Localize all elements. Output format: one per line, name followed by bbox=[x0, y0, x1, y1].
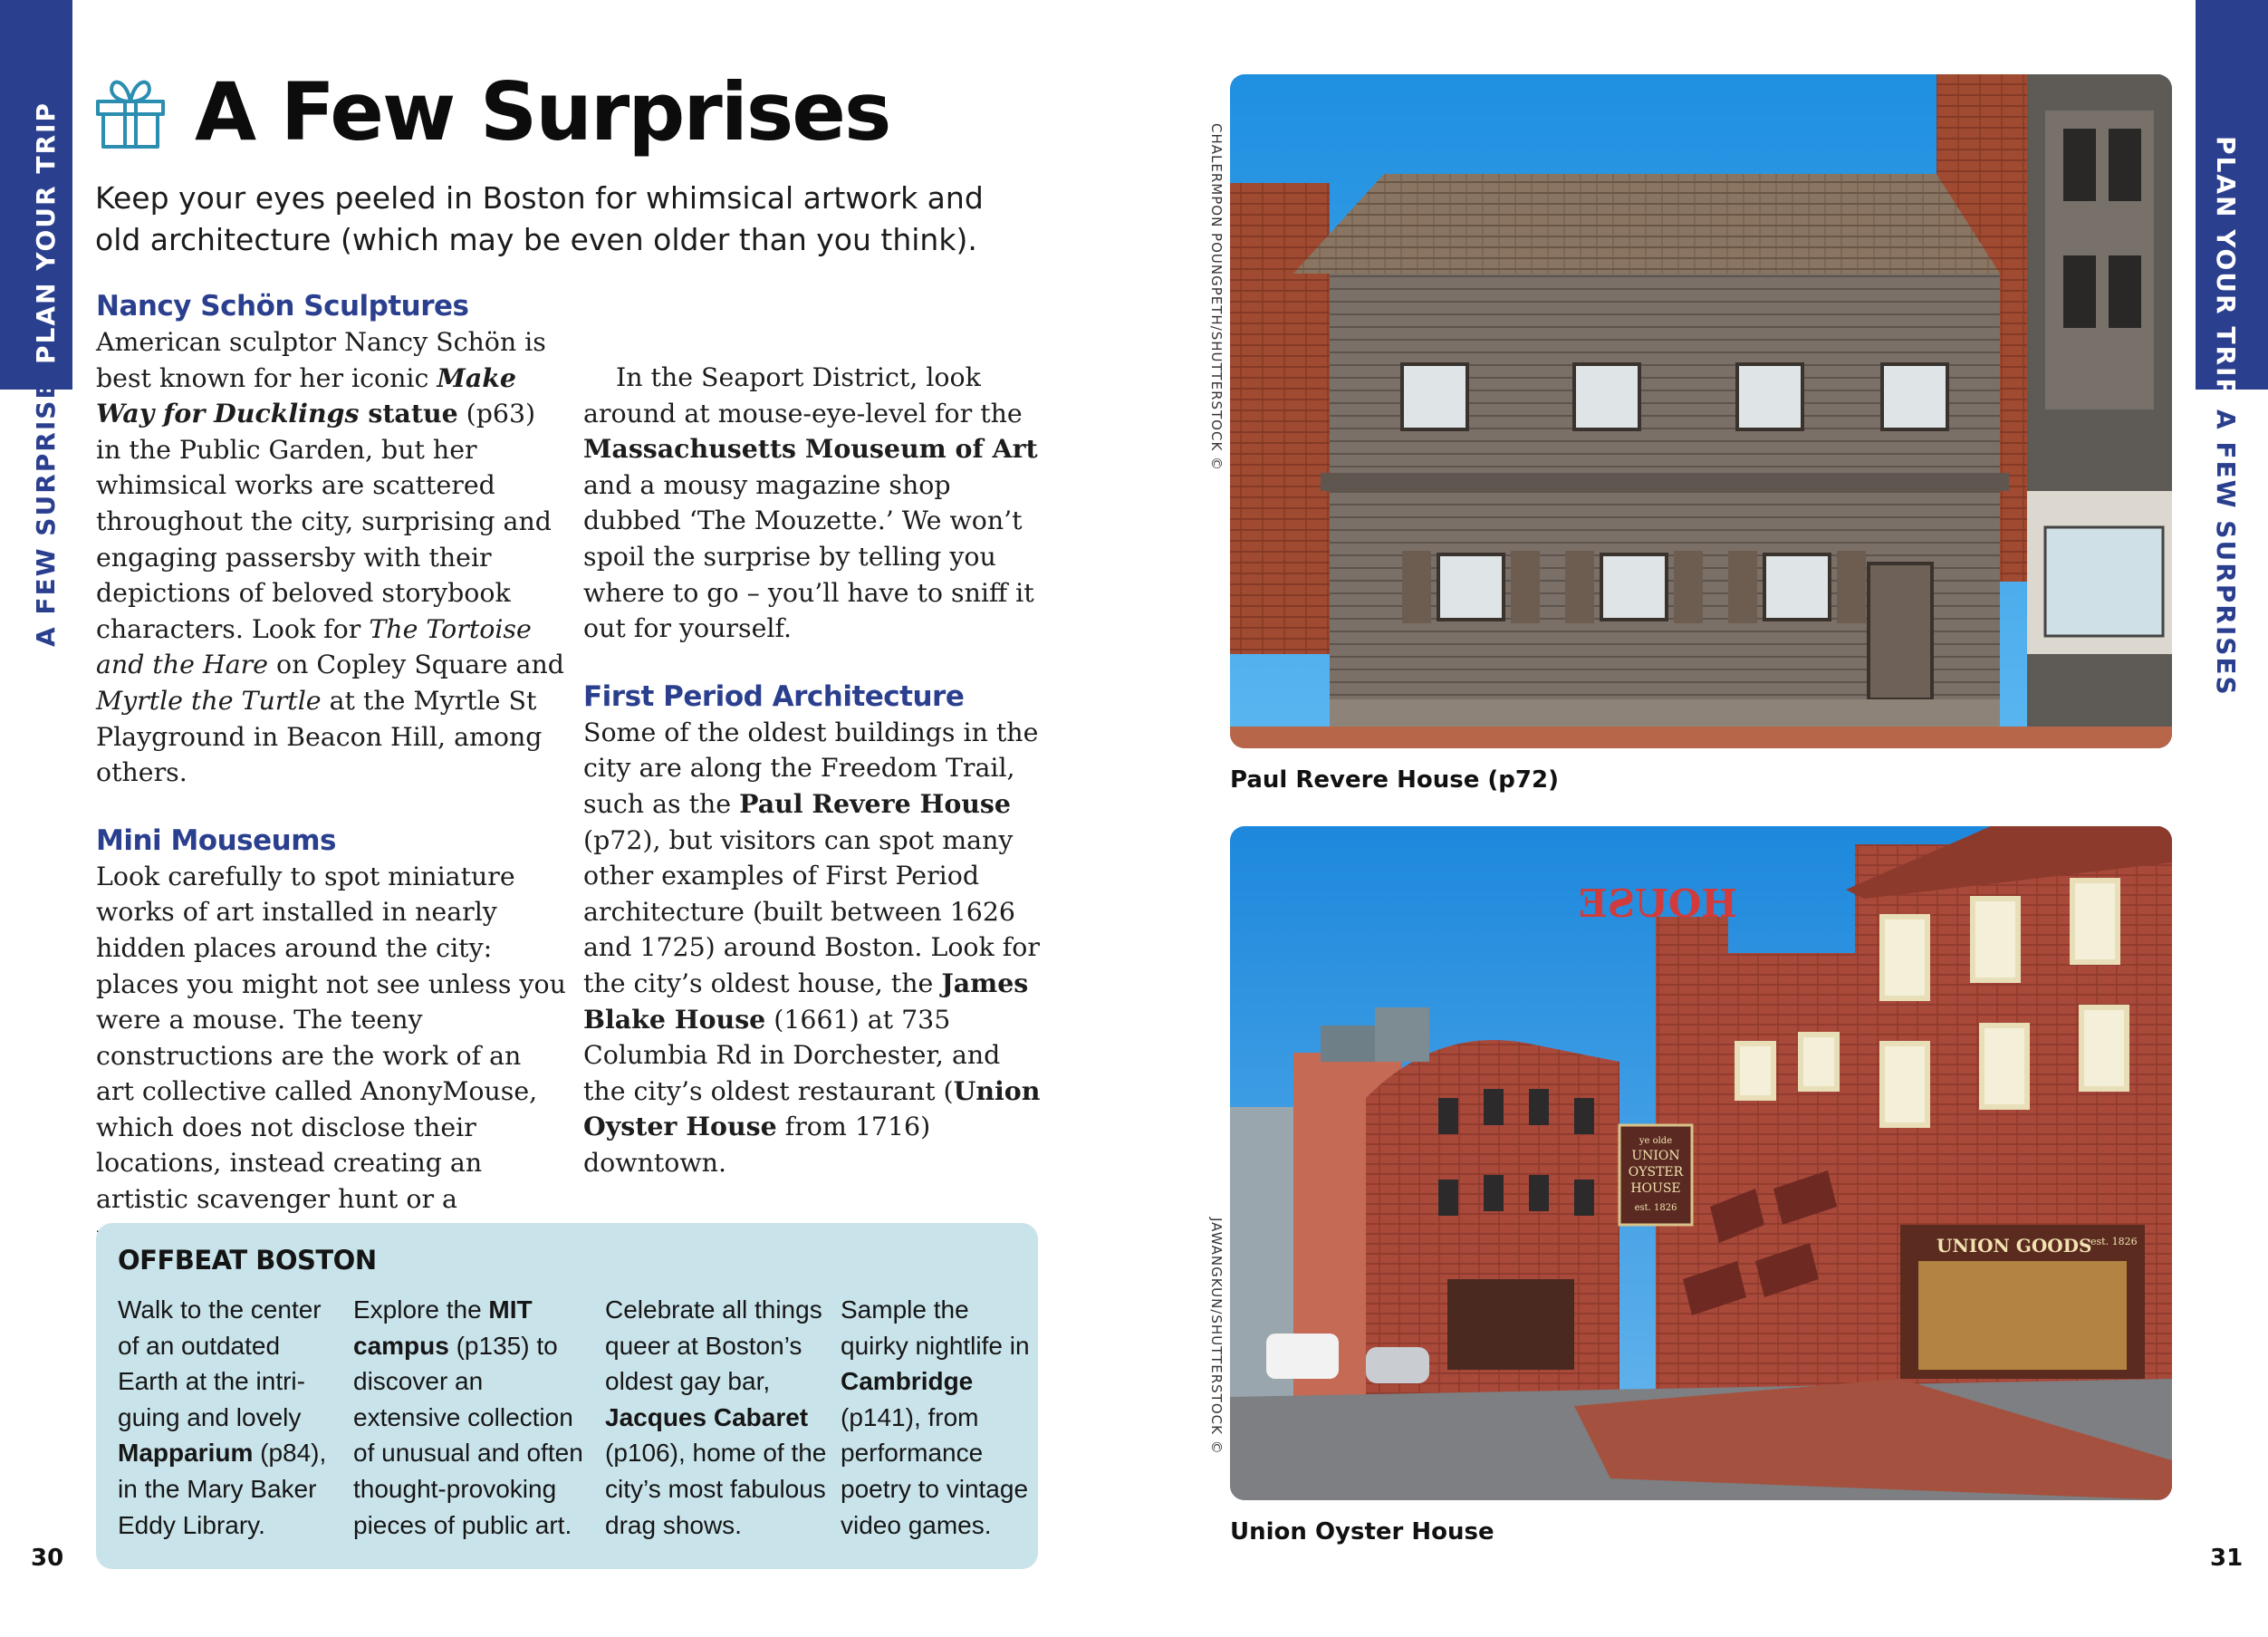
offbeat-boston-box bbox=[96, 1223, 1038, 1569]
union-goods-sign: UNION GOODS bbox=[1936, 1235, 2092, 1257]
paragraph-nancy-schon: American sculptor Nancy Schön is best known for her iconic Make Way for Ducklings statue (p63) in the Public Garden, but her whimsical works are scattered throughout the city, surprising and engaging passersby with their depictions of beloved storybook characters. Look for The Tortoise and the Hare on Copley Square and Myrtle the Turtle at the Myrtle St Playground in Beacon Hill, among others. bbox=[96, 327, 564, 788]
page-title: A Few Surprises bbox=[195, 65, 890, 159]
heading-nancy-schon: Nancy Schön Sculptures bbox=[96, 290, 469, 323]
heading-mini-mouseums: Mini Mouseums bbox=[96, 823, 336, 857]
paragraph-seaport: In the Seaport District, look around at mouse-eye-level for the Massachusetts Mouseum of Art and a mousy magazine shop dubbed ‘The Mouzette.’ We won’t spoil the surprise by telling you where to go – you’ll have to sniff it out for yourself. bbox=[583, 362, 1038, 644]
offbeat-item-cambridge: Sample the quirky nightlife in Cambridge (p141), from performance poetry to vintage video games. bbox=[841, 1295, 1030, 1539]
photo-caption-bottom: Union Oyster House bbox=[1230, 1518, 1494, 1546]
left-chapter-label: A FEW SURPRISES bbox=[31, 360, 61, 647]
photo-credit-bottom: JAWANGKUN/SHUTTERSTOCK © bbox=[1208, 1218, 1225, 1455]
intro-paragraph: Keep your eyes peeled in Boston for whimsical artwork and old architecture (which may be even older than you think). bbox=[95, 180, 984, 257]
heading-first-period: First Period Architecture bbox=[583, 679, 965, 713]
page-number-right: 31 bbox=[2210, 1545, 2244, 1572]
photo-paul-revere-house bbox=[1230, 74, 2172, 748]
oyster-sign-line3: OYSTER bbox=[1628, 1165, 1684, 1180]
right-chapter-label: A FEW SURPRISES bbox=[2211, 409, 2241, 697]
text-column-left bbox=[96, 288, 567, 1253]
text-column-right bbox=[583, 288, 1041, 1180]
union-goods-est: est. 1826 bbox=[2090, 1236, 2138, 1247]
offbeat-item-mit: Explore the MIT campus (p135) to discover an extensive collection of unusual and often thought-provoking pieces of public art. bbox=[353, 1295, 583, 1539]
paragraph-first-period: Some of the oldest buildings in the city are along the Freedom Trail, such as the Paul Revere House (p72), but visitors can spot many other examples of First Period architecture (built between 1626 and 1725) around Boston. Look for the city’s oldest house, the James Blake House (1661) at 735 Columbia Rd in Dorchester, and the city’s oldest restaurant (Union Oyster House from 1716) downtown. bbox=[583, 717, 1041, 1178]
offbeat-item-mapparium: Walk to the center of an outdated Earth at the intri-guing and lovely Mapparium (p84), in the Mary Baker Eddy Library. bbox=[118, 1295, 327, 1539]
oyster-sign-line5: est. 1826 bbox=[1634, 1203, 1677, 1213]
gift-icon bbox=[94, 74, 167, 150]
photo-credit-top: CHALERMPON POUNGPETH/SHUTTERSTOCK © bbox=[1208, 123, 1225, 472]
offbeat-boston-title: OFFBEAT BOSTON bbox=[118, 1245, 377, 1276]
offbeat-item-jacques: Celebrate all things queer at Boston’s oldest gay bar, Jacques Cabaret (p106), home of the city’s most fabulous drag shows. bbox=[605, 1295, 827, 1539]
paragraph-mini-mouseums: Look carefully to spot miniature works of art installed in nearly hidden places around the city: places you might not see unless you were a mouse. The teeny constructions are the work of an art collective called AnonyMouse, which does not disclose their locations, instead creating an artistic scavenger hunt or a bbox=[96, 861, 566, 1215]
page-number-left: 30 bbox=[31, 1545, 64, 1572]
oyster-sign-line1: ye olde bbox=[1639, 1136, 1673, 1146]
right-section-label: PLAN YOUR TRIP bbox=[2211, 136, 2241, 399]
photo-union-oyster-house bbox=[1230, 826, 2172, 1500]
oyster-sign-line2: UNION bbox=[1631, 1149, 1680, 1163]
left-section-label: PLAN YOUR TRIP bbox=[31, 101, 61, 364]
photo-caption-top: Paul Revere House (p72) bbox=[1230, 766, 1559, 794]
oyster-sign-line4: HOUSE bbox=[1630, 1181, 1681, 1196]
house-sign-text: HOUSE bbox=[1578, 881, 1737, 926]
